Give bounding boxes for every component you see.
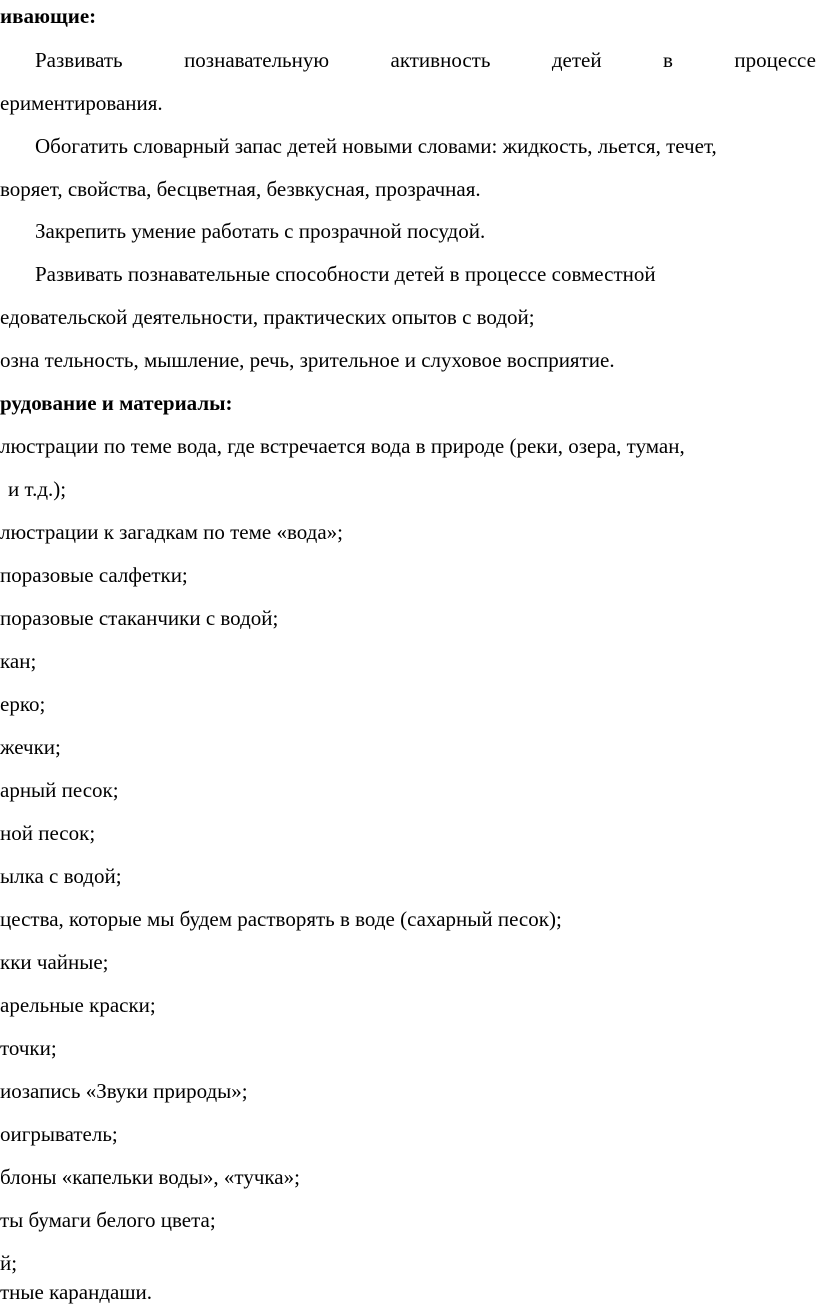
list-item: блоны «капельки воды», «тучка»;: [0, 1165, 300, 1189]
list-item: кки чайные;: [0, 950, 109, 974]
para1-word: процессе: [734, 48, 816, 72]
list-item: оигрыватель;: [0, 1122, 118, 1146]
para1-word: активность: [390, 48, 491, 72]
list-item: арный песок;: [0, 778, 119, 802]
para1-line1: [35, 46, 816, 74]
list-item: люстрации к загадкам по теме «вода»;: [0, 520, 343, 544]
heading-developing: ивающие:: [0, 4, 97, 28]
list-item: люстрации по теме вода, где встречается вода в природе (реки, озера, туман,: [0, 434, 685, 458]
list-item: ной песок;: [0, 821, 96, 845]
para1-word: Развивать: [35, 48, 123, 72]
para1-word: детей: [551, 48, 602, 72]
list-item: ерко;: [0, 692, 46, 716]
para1-line2: ериментирования.: [0, 91, 163, 115]
list-item: арельные краски;: [0, 993, 156, 1017]
list-item: иозапись «Звуки природы»;: [0, 1079, 248, 1103]
list-item: поразовые салфетки;: [0, 563, 188, 587]
list-item: и т.д.);: [8, 477, 67, 501]
list-item: ты бумаги белого цвета;: [0, 1208, 216, 1232]
para2-line2: воряет, свойства, бесцветная, безвкусная, прозрачная.: [0, 177, 481, 201]
list-item: цества, которые мы будем растворять в воде (сахарный песок);: [0, 907, 562, 931]
list-item: ылка с водой;: [0, 864, 122, 888]
list-item: тные карандаши.: [0, 1280, 153, 1304]
list-item: точки;: [0, 1036, 57, 1060]
para2-line1: Обогатить словарный запас детей новыми словами: жидкость, льется, течет,: [35, 134, 717, 158]
para4-line2: едовательской деятельности, практических опытов с водой;: [0, 305, 535, 329]
para3: Закрепить умение работать с прозрачной посудой.: [35, 219, 486, 243]
para4-line3: озна тельность, мышление, речь, зрительное и слуховое восприятие.: [0, 348, 615, 372]
list-item: жечки;: [0, 735, 61, 759]
para1-word: в: [663, 48, 673, 72]
list-item: поразовые стаканчики с водой;: [0, 606, 279, 630]
para4-line1: Развивать познавательные способности детей в процессе совместной: [35, 262, 656, 286]
para1-word: познавательную: [184, 48, 330, 72]
list-item: кан;: [0, 649, 37, 673]
list-item: й;: [0, 1251, 18, 1275]
heading-equipment: рудование и материалы:: [0, 391, 233, 415]
